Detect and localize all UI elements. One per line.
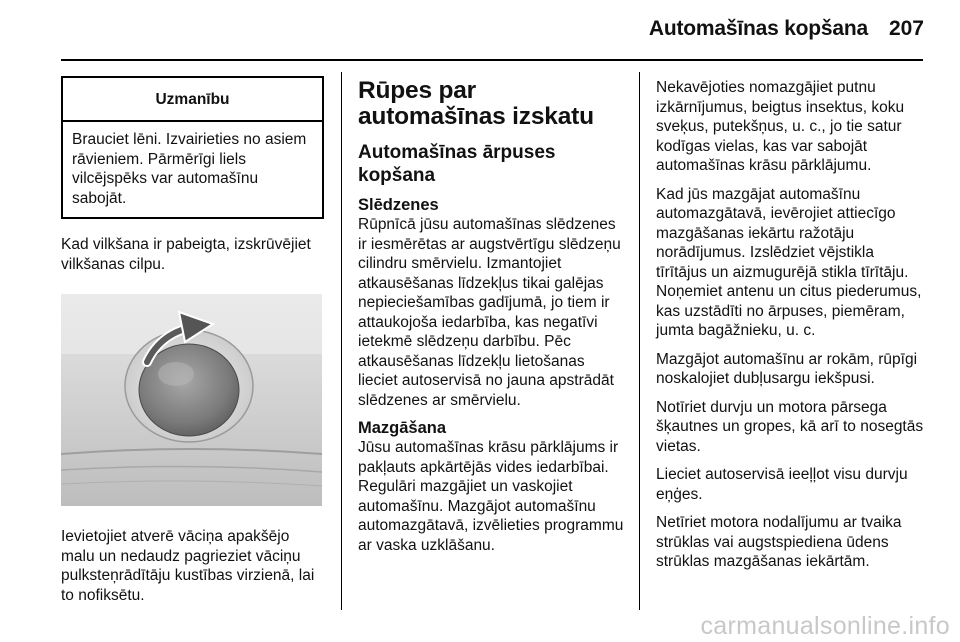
towing-eye-cover-photo: [61, 294, 322, 506]
column-divider-left: [341, 72, 342, 610]
right-paragraph-1: Nekavējoties nomazgājiet putnu izkārnījumus, beigtus insektus, koku sveķus, putekšņus, u. c., jo tie satur kodīgas vielas, kas var sabojāt automašīnas krāsu pārklājumu.: [656, 79, 905, 174]
page-number: 207: [888, 17, 924, 40]
right-paragraph-3: Mazgājot automašīnu ar rokām, rūpīgi noskalojiet dubļusargu iekšpusi.: [656, 350, 918, 387]
site-watermark: carmanualsonline.info: [700, 612, 950, 640]
warning-text: Brauciet lēni. Izvairieties no asiem rāvieniem. Pārmērīgi liels vilcējspēks var automašīnu sabojāt.: [72, 131, 307, 207]
cover-instruction-paragraph: Ievietojiet atverē vāciņa apakšējo malu un nedaudz pagrieziet vāciņu pulksteņrādītāju kustības virzienā, lai to nofiksētu.: [61, 528, 315, 604]
locks-text: Rūpnīcā jūsu automašīnas slēdzenes ir iesmērētas ar augstvērtīgu slēdzeņu cilindru smērvielu. Izmantojiet atkausēšanas līdzekļus tikai galējas nepieciešamības gadījumā, jo tiem ir attaukojoša iedarbība, kas negatīvi ietekmē slēdzeņu darbību. Pēc atkausēšanas līdzekļu lietošanas lieciet autoservisā no jauna apstrādāt slēdzenes ar smērvielu.: [358, 216, 621, 409]
towing-eye-paragraph: Kad vilkšana ir pabeigta, izskrūvējiet vilkšanas cilpu.: [61, 236, 311, 273]
right-paragraph-5: Lieciet autoservisā ieeļļot visu durvju eņģes.: [656, 466, 908, 503]
right-paragraph-4: Notīriet durvju un motora pārsega šķautnes un gropes, kā arī to nosegtās vietas.: [656, 398, 924, 455]
warning-box: [61, 76, 324, 219]
running-header-title: Automašīnas kopšana: [648, 17, 868, 40]
middle-column: [358, 78, 624, 564]
header-divider: [61, 59, 923, 61]
warning-title: Uzmanību: [63, 78, 322, 122]
washing-text: Jūsu automašīnas krāsu pārklājums ir pakļauts apkārtējās vides iedarbībai. Regulāri mazgājiet un vaskojiet automašīnu. Mazgājot automašīnu automazgātavā, izvēlieties programmu ar vaska uzklāšanu.: [358, 439, 624, 554]
right-paragraph-6: Netīriet motora nodalījumu ar tvaika strūklas vai augstspiediena ūdens strūklas mazgāšanas iekārtām.: [656, 514, 902, 570]
locks-heading: Slēdzenes: [358, 196, 439, 214]
left-column: [61, 76, 324, 614]
washing-heading: Mazgāšana: [358, 419, 447, 437]
subsection-heading: Automašīnas ārpuses kopšana: [358, 142, 556, 186]
right-paragraph-2: Kad jūs mazgājat automašīnu automazgātavā, ievērojiet attiecīgo mazgāšanas iekārtu ražotāju norādījumus. Izslēdziet vējstikla tīrītājus un aizmugurējā stikla tīrītāju. Noņemiet antenu un citus piederumus, kas uzstādīti no ārpuses, piemēram, jumta bagāžnieku, u. c.: [656, 185, 922, 339]
column-divider-right: [639, 72, 640, 610]
section-heading: Rūpes par automašīnas izskatu: [358, 77, 594, 130]
right-column: [656, 78, 924, 581]
